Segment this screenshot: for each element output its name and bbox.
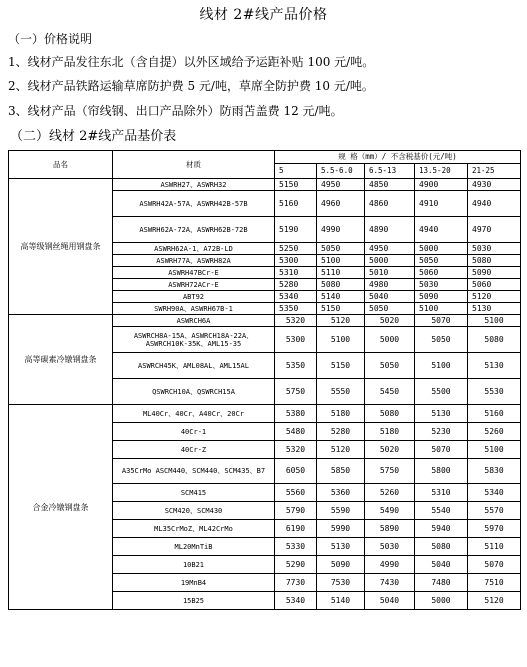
- price-cell: 5750: [275, 379, 317, 405]
- material-cell: ASWRH42A-57A、ASWRH42B-57B: [113, 191, 275, 217]
- price-cell: 5130: [468, 353, 521, 379]
- price-cell: 4950: [365, 243, 415, 255]
- price-cell: 5110: [468, 538, 521, 556]
- price-cell: 5040: [365, 592, 415, 610]
- price-cell: 5040: [365, 291, 415, 303]
- price-cell: 4990: [317, 217, 365, 243]
- price-cell: 5150: [317, 353, 365, 379]
- price-cell: 5050: [415, 255, 468, 267]
- material-cell: ASWRCH8A-15A、ASWRCH18A-22A、ASWRCH10K-35K、AML15-35: [113, 327, 275, 353]
- price-cell: 5120: [317, 441, 365, 459]
- price-cell: 5000: [365, 255, 415, 267]
- price-cell: 5320: [275, 315, 317, 327]
- price-cell: 5160: [468, 405, 521, 423]
- table-row: [9, 405, 521, 423]
- header-size: 5: [275, 164, 317, 179]
- price-cell: 5000: [415, 243, 468, 255]
- header-material: 材质: [113, 151, 275, 179]
- price-cell: 5540: [415, 502, 468, 520]
- material-cell: ASWRH62A-1、A72B-LD: [113, 243, 275, 255]
- price-cell: 5330: [275, 538, 317, 556]
- price-cell: 5080: [317, 279, 365, 291]
- price-cell: 5070: [468, 556, 521, 574]
- price-cell: 5020: [365, 315, 415, 327]
- price-cell: 5570: [468, 502, 521, 520]
- price-cell: 7730: [275, 574, 317, 592]
- price-cell: 5010: [365, 267, 415, 279]
- price-cell: 5100: [317, 327, 365, 353]
- material-cell: 40Cr-Z: [113, 441, 275, 459]
- price-cell: 4910: [415, 191, 468, 217]
- price-cell: 5080: [415, 538, 468, 556]
- price-cell: 5190: [275, 217, 317, 243]
- price-cell: 5110: [317, 267, 365, 279]
- price-cell: 5290: [275, 556, 317, 574]
- material-cell: ASWRCH6A: [113, 315, 275, 327]
- price-cell: 5300: [275, 327, 317, 353]
- price-cell: 5160: [275, 191, 317, 217]
- price-cell: 7430: [365, 574, 415, 592]
- price-cell: 5130: [468, 303, 521, 315]
- header-spec: 规 格（mm）/ 不含税基价(元/吨): [275, 151, 521, 164]
- price-cell: 5790: [275, 502, 317, 520]
- price-cell: 5750: [365, 459, 415, 484]
- price-cell: 5090: [468, 267, 521, 279]
- material-cell: 19MnB4: [113, 574, 275, 592]
- price-cell: 5050: [415, 327, 468, 353]
- table-row: [9, 179, 521, 191]
- price-cell: 5340: [275, 592, 317, 610]
- page-title: 线材 2#线产品价格: [199, 7, 328, 23]
- price-cell: 5060: [415, 267, 468, 279]
- price-cell: 5590: [317, 502, 365, 520]
- price-cell: 4980: [365, 279, 415, 291]
- price-cell: 5890: [365, 520, 415, 538]
- price-cell: 5050: [365, 353, 415, 379]
- material-cell: SCM420、SCM430: [113, 502, 275, 520]
- price-cell: 5280: [275, 279, 317, 291]
- price-cell: 5050: [365, 303, 415, 315]
- price-cell: 5150: [317, 303, 365, 315]
- table-row: [9, 315, 521, 327]
- material-cell: 40Cr-1: [113, 423, 275, 441]
- header-size: 5.5-6.0: [317, 164, 365, 179]
- price-cell: 5480: [275, 423, 317, 441]
- price-cell: 5830: [468, 459, 521, 484]
- material-cell: ML35CrMoZ、ML42CrMo: [113, 520, 275, 538]
- price-cell: 5350: [275, 353, 317, 379]
- price-cell: 5070: [415, 441, 468, 459]
- material-cell: ASWRH77A、ASWRH82A: [113, 255, 275, 267]
- price-cell: 5340: [468, 484, 521, 502]
- price-cell: 4850: [365, 179, 415, 191]
- material-cell: ASWRH27、ASWRH32: [113, 179, 275, 191]
- section-heading-price-table: （二）线材 2#线产品基价表: [10, 129, 177, 144]
- price-cell: 5800: [415, 459, 468, 484]
- price-cell: 4970: [468, 217, 521, 243]
- material-cell: ASWRH47BCr-E: [113, 267, 275, 279]
- price-cell: 4940: [415, 217, 468, 243]
- price-cell: 5090: [317, 556, 365, 574]
- price-cell: 5020: [365, 441, 415, 459]
- price-cell: 5450: [365, 379, 415, 405]
- price-cell: 5100: [415, 303, 468, 315]
- price-cell: 5360: [317, 484, 365, 502]
- price-cell: 5030: [365, 538, 415, 556]
- price-cell: 5080: [365, 405, 415, 423]
- product-name-cell: 合金冷镦钢盘条: [9, 405, 113, 610]
- material-cell: SWRH90A、ASWRH67B-1: [113, 303, 275, 315]
- price-cell: 7480: [415, 574, 468, 592]
- price-cell: 5180: [365, 423, 415, 441]
- price-cell: 5050: [317, 243, 365, 255]
- product-name-cell: 高等碳素冷镦钢盘条: [9, 315, 113, 405]
- price-cell: 5130: [317, 538, 365, 556]
- price-cell: 5120: [468, 291, 521, 303]
- product-name-cell: 高等级钢丝绳用钢盘条: [9, 179, 113, 315]
- price-cell: 5310: [275, 267, 317, 279]
- price-cell: 5080: [468, 255, 521, 267]
- price-cell: 4900: [415, 179, 468, 191]
- price-cell: 5150: [275, 179, 317, 191]
- material-cell: ASWRCH45K、AML08AL、AML15AL: [113, 353, 275, 379]
- price-cell: 5970: [468, 520, 521, 538]
- material-cell: ASWRH62A-72A、ASWRH62B-72B: [113, 217, 275, 243]
- price-cell: 6190: [275, 520, 317, 538]
- price-cell: 7530: [317, 574, 365, 592]
- price-cell: 5120: [317, 315, 365, 327]
- price-cell: 4990: [365, 556, 415, 574]
- price-cell: 5340: [275, 291, 317, 303]
- price-table: [8, 150, 521, 610]
- price-cell: 5040: [415, 556, 468, 574]
- price-cell: 5100: [415, 353, 468, 379]
- note-1: 1、线材产品发往东北（含自提）以外区域给予运距补贴 100 元/吨。: [8, 55, 375, 69]
- material-cell: ABT92: [113, 291, 275, 303]
- price-cell: 5130: [415, 405, 468, 423]
- material-cell: A35CrMo ASCM440、SCM440、SCM435、B7: [113, 459, 275, 484]
- price-cell: 5550: [317, 379, 365, 405]
- price-cell: 5300: [275, 255, 317, 267]
- price-cell: 5100: [317, 255, 365, 267]
- price-cell: 5990: [317, 520, 365, 538]
- price-cell: 5530: [468, 379, 521, 405]
- price-cell: 5100: [468, 441, 521, 459]
- header-size: 21-25: [468, 164, 521, 179]
- price-cell: 5000: [415, 592, 468, 610]
- note-3: 3、线材产品（帘线钢、出口产品除外）防雨苫盖费 12 元/吨。: [8, 104, 343, 118]
- price-cell: 7510: [468, 574, 521, 592]
- section-heading-price-notes: （一）价格说明: [8, 32, 93, 46]
- material-cell: SCM415: [113, 484, 275, 502]
- price-cell: 5120: [468, 592, 521, 610]
- price-cell: 4940: [468, 191, 521, 217]
- price-cell: 5560: [275, 484, 317, 502]
- price-cell: 5350: [275, 303, 317, 315]
- note-2: 2、线材产品铁路运输草席防护费 5 元/吨，草席全防护费 10 元/吨。: [8, 79, 374, 93]
- material-cell: ASWRH72ACr-E: [113, 279, 275, 291]
- price-cell: 5070: [415, 315, 468, 327]
- material-cell: 10B21: [113, 556, 275, 574]
- price-cell: 5030: [415, 279, 468, 291]
- price-cell: 6050: [275, 459, 317, 484]
- price-cell: 5320: [275, 441, 317, 459]
- price-cell: 5260: [365, 484, 415, 502]
- price-cell: 4950: [317, 179, 365, 191]
- price-cell: 5260: [468, 423, 521, 441]
- price-cell: 5230: [415, 423, 468, 441]
- price-cell: 5490: [365, 502, 415, 520]
- price-cell: 5060: [468, 279, 521, 291]
- price-cell: 5090: [415, 291, 468, 303]
- price-cell: 5000: [365, 327, 415, 353]
- price-cell: 5140: [317, 592, 365, 610]
- price-cell: 5850: [317, 459, 365, 484]
- price-cell: 4890: [365, 217, 415, 243]
- price-cell: 4930: [468, 179, 521, 191]
- header-size: 6.5-13: [365, 164, 415, 179]
- price-cell: 5500: [415, 379, 468, 405]
- material-cell: ML40Cr、40Cr、A40Cr、20Cr: [113, 405, 275, 423]
- price-cell: 5100: [468, 315, 521, 327]
- material-cell: 15B25: [113, 592, 275, 610]
- price-cell: 5180: [317, 405, 365, 423]
- price-cell: 5940: [415, 520, 468, 538]
- price-cell: 5250: [275, 243, 317, 255]
- price-cell: 5380: [275, 405, 317, 423]
- price-cell: 5310: [415, 484, 468, 502]
- price-cell: 5030: [468, 243, 521, 255]
- header-size: 13.5-20: [415, 164, 468, 179]
- price-cell: 5080: [468, 327, 521, 353]
- price-cell: 4960: [317, 191, 365, 217]
- header-product: 品名: [9, 151, 113, 179]
- material-cell: ML20MnTiB: [113, 538, 275, 556]
- price-cell: 5280: [317, 423, 365, 441]
- material-cell: QSWRCH10A、QSWRCH15A: [113, 379, 275, 405]
- price-cell: 5140: [317, 291, 365, 303]
- price-cell: 4860: [365, 191, 415, 217]
